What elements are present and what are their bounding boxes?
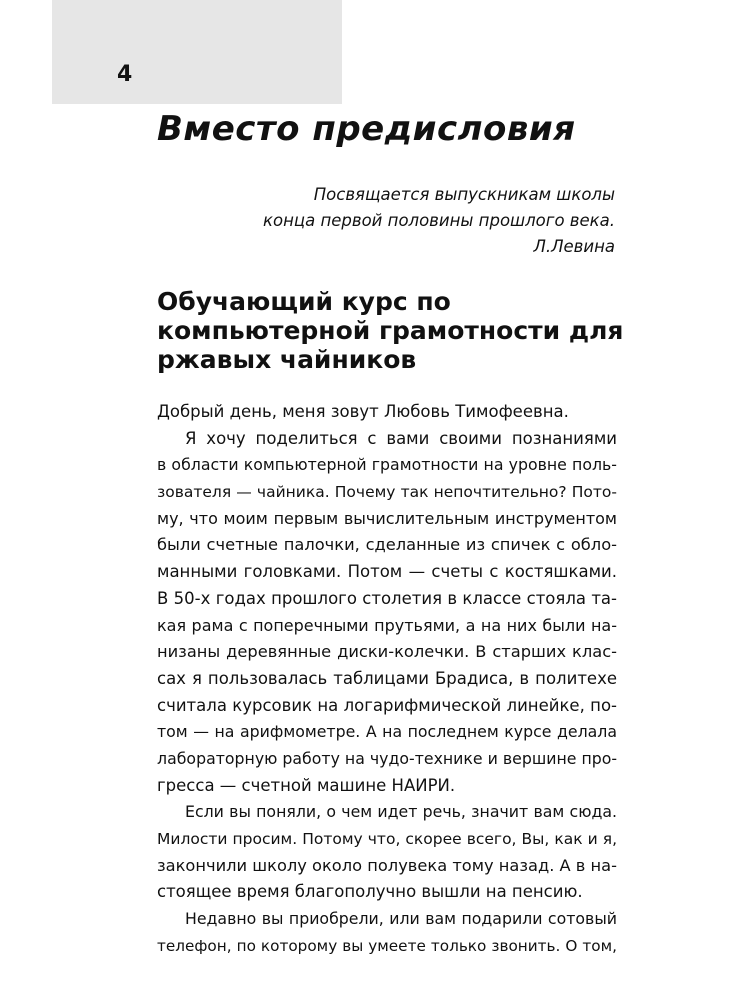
paragraph-line: считала курсовик на логарифмической линейке, по-	[157, 695, 617, 715]
epigraph	[175, 182, 615, 260]
paragraph-line: Недавно вы приобрели, или вам подарили сотовый	[185, 909, 617, 929]
paragraph-line: стоящее время благополучно вышли на пенсию.	[157, 882, 583, 902]
paragraph-line: телефон, по которому вы умеете только звонить. О том,	[157, 936, 617, 955]
paragraph-line: кая рама с поперечными прутьями, а на них были на-	[157, 615, 617, 635]
paragraph-line: Добрый день, меня зовут Любовь Тимофеевна.	[157, 402, 569, 421]
section-title-line: ржавых чайников	[157, 345, 417, 374]
paragraph-line: том — на арифмометре. А на последнем курсе делала	[157, 722, 617, 742]
paragraph-line: сах я пользовалась таблицами Брадиса, в политехе	[157, 668, 617, 688]
paragraph-line: Если вы поняли, о чем идет речь, значит вам сюда.	[185, 802, 617, 822]
page-header-tab	[52, 0, 342, 104]
epigraph-line: Посвящается выпускникам школы	[313, 185, 615, 204]
paragraph-line: низаны деревянные диски-колечки. В старших клас-	[157, 642, 617, 662]
paragraph-line: манными головками. Потом — счеты с костяшками.	[157, 562, 617, 582]
paragraph-line: зователя — чайника. Почему так непочтительно? Пото-	[157, 483, 617, 502]
paragraph-line: В 50-х годах прошлого столетия в классе стояла та-	[157, 588, 617, 608]
page-number: 4	[117, 62, 133, 87]
section-title-line: компьютерной грамотности для	[157, 316, 624, 345]
epigraph-line: конца первой половины прошлого века.	[263, 211, 615, 230]
chapter-title: Вместо предисловия	[157, 109, 576, 149]
paragraph-line: лабораторную работу на чудо-технике и вершине про-	[157, 748, 618, 768]
epigraph-author: Л.Левина	[533, 237, 615, 256]
body-text	[157, 399, 617, 959]
paragraph-line: му, что моим первым вычислительным инструментом	[157, 508, 617, 528]
paragraph-line: закончили школу около полувека тому назад. А в на-	[157, 855, 617, 875]
paragraph-line: Милости просим. Потому что, скорее всего, Вы, как и я,	[157, 830, 617, 848]
paragraph-line: Я хочу поделиться с вами своими познаниями	[185, 428, 617, 448]
paragraph-line: были счетные палочки, сделанные из спичек с обло-	[157, 535, 617, 555]
paragraph-line: в области компьютерной грамотности на уровне поль-	[157, 455, 617, 475]
paragraph-line: гресса — счетной машине НАИРИ.	[157, 775, 456, 795]
section-title	[157, 287, 627, 374]
section-title-line: Обучающий курс по	[157, 287, 451, 316]
